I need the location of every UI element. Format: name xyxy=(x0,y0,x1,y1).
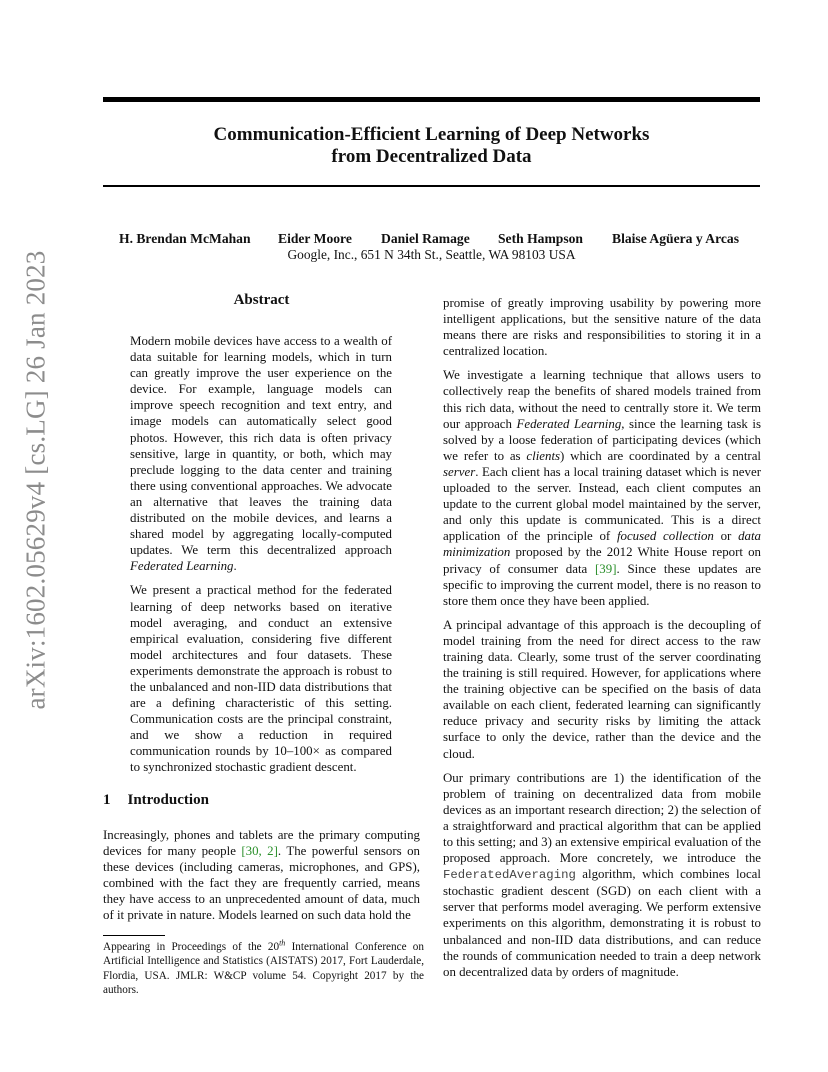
abstract-body xyxy=(130,333,392,784)
author-name: H. Brendan McMahan xyxy=(119,231,251,246)
paper-title xyxy=(103,124,760,168)
section-title: Introduction xyxy=(127,792,209,808)
body-paragraph: We investigate a learning technique that allows users to collectively reap the benefits of shared models trained from this rich data, without the need to centrally store it. We term our approach Federated Learning, since the learning task is solved by a loose federation of participating devices (which we refer to as clients) which are coordinated by a central server. Each client has a local training dataset which is never uploaded to the server. Instead, each client computes an update to the current global model maintained by the server, and only this update is communicated. This is a direct application of the principle of focused collection or data minimization proposed by the 2012 White House report on privacy of consumer data [39]. Since these updates are specific to improving the current model, there is no reason to store them once they have been applied. xyxy=(443,368,762,608)
title-top-rule xyxy=(103,97,760,102)
body-paragraph: Increasingly, phones and tablets are the primary computing devices for many people [30, 2]. The powerful sensors on these devices (including cameras, microphones, and GPS), combined with the fact they are frequently carried, means they have access to an unprecedented amount of data, much of it private in nature. Models learned on such data hold the xyxy=(103,828,420,923)
body-paragraph: promise of greatly improving usability by powering more intelligent applications, but the sensitive nature of the data means there are risks and responsibilities to storing it in a centralized location. xyxy=(443,296,761,359)
abstract-paragraph: Modern mobile devices have access to a wealth of data suitable for learning models, which in turn can greatly improve the user experience on the device. For example, language models can improve speech recognition and text entry, and image models can automatically select good photos. However, this rich data is often privacy sensitive, large in quantity, or both, which may preclude logging to the data center and training there using conventional approaches. We advocate an alternative that leaves the training data distributed on the mobile devices, and learns a shared model by aggregating locally-computed updates. We term this decentralized approach Federated Learning. xyxy=(130,334,392,574)
abstract-paragraph: We present a practical method for the federated learning of deep networks based on iterative model averaging, and conduct an extensive empirical evaluation, considering five different model architectures and four datasets. These experiments demonstrate the approach is robust to the unbalanced and non-IID data distributions that are a defining characteristic of this setting. Communication costs are the principal constraint, and we show a reduction in required communication rounds by 10–100× as compared to synchronized stochastic gradient descent. xyxy=(130,583,392,775)
author-name: Seth Hampson xyxy=(498,231,583,246)
abstract-heading: Abstract xyxy=(233,292,290,308)
citation-link[interactable]: [30, 2] xyxy=(241,844,278,859)
author-name: Eider Moore xyxy=(278,231,352,246)
title-bottom-rule xyxy=(103,185,760,187)
body-paragraph: Our primary contributions are 1) the identification of the problem of training on decentralized data from mobile devices as an important research direction; 2) the selection of a straightforward and practical algorithm that can be applied to this setting; and 3) an extensive empirical evaluation of the proposed approach. More concretely, we introduce the FederatedAveraging algorithm, which combines local stochastic gradient descent (SGD) on each client with a server that performs model averaging. We perform extensive experiments on this algorithm, demonstrating it is robust to unbalanced and non-IID data distributions, and can reduce the rounds of communication needed to train a deep network on decentralized data by orders of magnitude. xyxy=(443,770,761,979)
footnote: Appearing in Proceedings of the 20th International Conference on Artificial Intelligence and Statistics (AISTATS) 2017, Fort Lauderdale, Flordia, USA. JMLR: W&CP volume 54. Copyright 2017 by the authors. xyxy=(103,938,424,996)
right-column-body xyxy=(443,295,761,988)
affiliation: Google, Inc., 651 N 34th St., Seattle, WA 98103 USA xyxy=(287,247,576,262)
section-heading-introduction xyxy=(103,792,209,809)
section-number: 1 xyxy=(103,792,111,808)
title-line-2: from Decentralized Data xyxy=(331,146,532,167)
arxiv-identifier-text: arXiv:1602.05629v4 [cs.LG] 26 Jan 2023 xyxy=(20,250,51,710)
body-paragraph: A principal advantage of this approach is the decoupling of model training from the need for direct access to the raw training data. Clearly, some trust of the server coordinating the training is still required. However, for applications where the training objective can be specified on the basis of data available on each client, federated learning can significantly reduce privacy and security risks by limiting the attack surface to only the device, rather than the device and the cloud. xyxy=(443,617,761,761)
author-name: Daniel Ramage xyxy=(381,231,470,246)
citation-link[interactable]: [39] xyxy=(595,561,617,576)
introduction-body xyxy=(103,827,420,932)
algorithm-name-code: FederatedAveraging xyxy=(443,868,576,883)
footnote-rule xyxy=(103,935,165,936)
title-line-1: Communication-Efficient Learning of Deep Networks xyxy=(213,124,650,145)
author-name: Blaise Agüera y Arcas xyxy=(612,231,739,246)
